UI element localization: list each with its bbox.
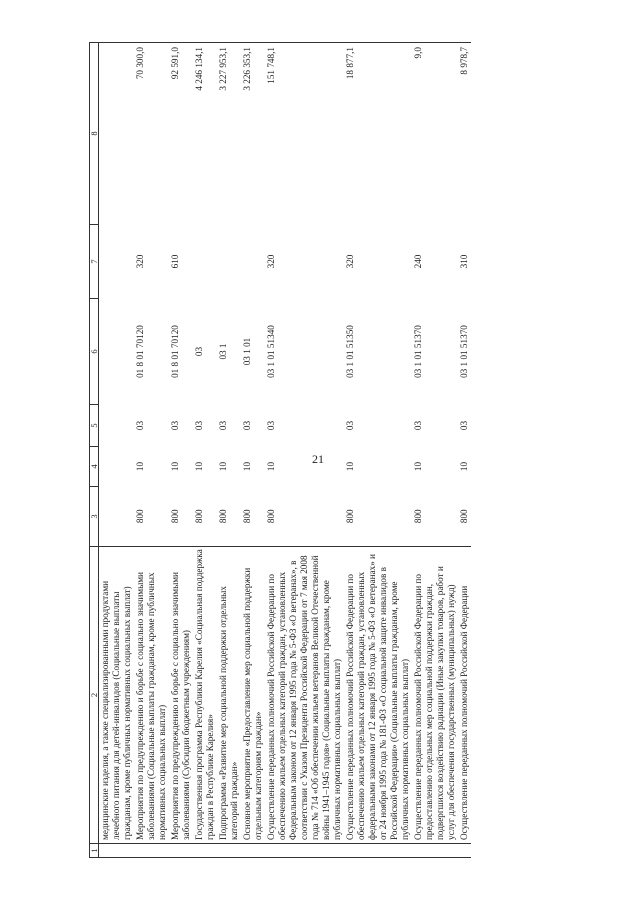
subsection: 03: [345, 420, 355, 431]
budget-table: [89, 42, 471, 858]
row-name: Осуществление переданных полномочий Российской Федерации: [458, 547, 471, 844]
admin-code: 800: [170, 509, 180, 524]
col-1-cell: [169, 844, 193, 858]
col-1-cell: [265, 844, 344, 858]
header-col-6: 6: [90, 299, 99, 405]
section: 10: [413, 461, 423, 472]
table-row: [169, 43, 193, 858]
target-article: 03 1 01 51370: [413, 325, 423, 378]
target-article: 03 1 01 51350: [345, 325, 355, 378]
subsection: [99, 405, 135, 447]
amount: [99, 43, 135, 225]
row-name: Осуществление переданных полномочий Российской Федерации по обеспечению жильем отдельных категорий граждан, установленных Федеральным законом от 12 января 1995 года № 5-ФЗ «О ветеранах», в соответствии с Указом Президента Российской Федерации от 7 мая 2008 года № 714 «Об обеспечении жильем ветеранов Великой Отечественной войны 1941–1945 годов» (Социальные выплаты гражданам, кроме публичных нормативных социальных выплат): [265, 547, 344, 844]
subsection: 03: [170, 420, 180, 431]
expense-type: [241, 225, 265, 299]
section: 10: [266, 461, 276, 472]
admin-code: 800: [345, 509, 355, 524]
header-col-8: 8: [90, 43, 99, 225]
admin-code: [99, 487, 135, 547]
amount: 3 226 353,1: [241, 43, 265, 225]
expense-type: 320: [135, 254, 145, 269]
header-col-1: 1: [90, 844, 99, 858]
section: 10: [242, 461, 252, 472]
expense-type: [193, 225, 217, 299]
col-1-cell: [217, 844, 241, 858]
header-col-3: 3: [90, 487, 99, 547]
expense-type: 320: [345, 254, 355, 269]
admin-code: 800: [218, 509, 228, 524]
table-row: [241, 43, 265, 858]
subsection: 03: [459, 420, 469, 431]
table-row: [193, 43, 217, 858]
target-article: 03 1: [218, 343, 228, 360]
section: 10: [459, 461, 469, 472]
expense-type: 310: [459, 254, 469, 269]
col-1-cell: [458, 844, 471, 858]
col-1-cell: [241, 844, 265, 858]
table-row: [265, 43, 344, 858]
table-row: [134, 43, 169, 858]
table-row: [99, 43, 135, 858]
subsection: 03: [413, 420, 423, 431]
col-1-cell: [344, 844, 412, 858]
target-article: 03: [194, 346, 204, 357]
col-1-cell: [412, 844, 458, 858]
target-article: [99, 299, 135, 405]
subsection: 03: [135, 420, 145, 431]
expense-type: [99, 225, 135, 299]
header-col-5: 5: [90, 405, 99, 447]
section: 10: [135, 461, 145, 472]
expense-type: 320: [266, 254, 276, 269]
admin-code: 800: [194, 509, 204, 524]
amount: 9,0: [412, 43, 458, 225]
header-col-2: 2: [90, 547, 99, 844]
amount: 92 591,0: [169, 43, 193, 225]
admin-code: 800: [242, 509, 252, 524]
admin-code: 800: [413, 509, 423, 524]
header-row: [90, 43, 99, 858]
amount: 18 877,1: [344, 43, 412, 225]
row-name: Мероприятия по предупреждению и борьбе с социально значимыми заболеваниями (Социальные выплаты гражданам, кроме публичных нормативных социальных выплат): [134, 547, 169, 844]
subsection: 03: [266, 420, 276, 431]
col-1-cell: [193, 844, 217, 858]
amount: 4 246 134,1: [193, 43, 217, 225]
section: 10: [345, 461, 355, 472]
section: 10: [170, 461, 180, 472]
row-name: Осуществление переданных полномочий Российской Федерации по обеспечению жильем отдельных категорий граждан, установленных федеральными законами от 12 января 1995 года № 5-ФЗ «О ветеранах» и от 24 ноября 1995 года № 181-ФЗ «О социальной защите инвалидов в Российской Федерации» (Социальные выплаты гражданам, кроме публичных нормативных социальных выплат): [344, 547, 412, 844]
expense-type: [217, 225, 241, 299]
amount: 3 227 953,1: [217, 43, 241, 225]
row-name: Государственная программа Республики Карелия «Социальная поддержка граждан в Республике Карелия»: [193, 547, 217, 844]
row-name: Подпрограмма «Развитие мер социальной поддержки отдельных категорий граждан»: [217, 547, 241, 844]
admin-code: 800: [266, 509, 276, 524]
row-name: Осуществление переданных полномочий Российской Федерации по предоставлению отдельных мер социальной поддержки граждан, подвергшихся воздействию радиации (Иные закупки товаров, работ и услуг для обеспечения государственных (муниципальных) нужд): [412, 547, 458, 844]
target-article: 03 1 01 51340: [266, 325, 276, 378]
admin-code: 800: [459, 509, 469, 524]
admin-code: 800: [135, 509, 145, 524]
target-article: 01 8 01 70120: [170, 325, 180, 378]
section: 10: [218, 461, 228, 472]
section: [99, 447, 135, 487]
subsection: 03: [194, 420, 204, 431]
table-row: [458, 43, 471, 858]
row-name: медицинские изделия, а также специализированными продуктами лечебного питания для детей-инвалидов (Социальные выплаты гражданам, кроме публичных нормативных социальных выплат): [99, 547, 135, 844]
row-name: Основное мероприятие «Предоставление мер социальной поддержки отдельным категориям граждан»: [241, 547, 265, 844]
table-row: [217, 43, 241, 858]
row-name: Мероприятия по предупреждению и борьбе с социально значимыми заболеваниями (Субсидии бюджетным учреждениям): [169, 547, 193, 844]
expense-type: 240: [413, 254, 423, 269]
section: 10: [194, 461, 204, 472]
amount: 70 300,0: [134, 43, 169, 225]
table-row: [344, 43, 412, 858]
subsection: 03: [242, 420, 252, 431]
amount: 8 978,7: [458, 43, 471, 225]
target-article: 01 8 01 70120: [135, 325, 145, 378]
amount: 151 748,1: [265, 43, 344, 225]
expense-type: 610: [170, 254, 180, 269]
target-article: 03 1 01 51370: [459, 325, 469, 378]
col-1-cell: [99, 844, 135, 858]
subsection: 03: [218, 420, 228, 431]
target-article: 03 1 01: [242, 337, 252, 366]
budget-table-container: [89, 43, 609, 858]
header-col-4: 4: [90, 447, 99, 487]
table-body: [99, 43, 472, 858]
table-row: [412, 43, 458, 858]
page-number: 21: [312, 452, 324, 466]
header-col-7: 7: [90, 225, 99, 299]
col-1-cell: [134, 844, 169, 858]
